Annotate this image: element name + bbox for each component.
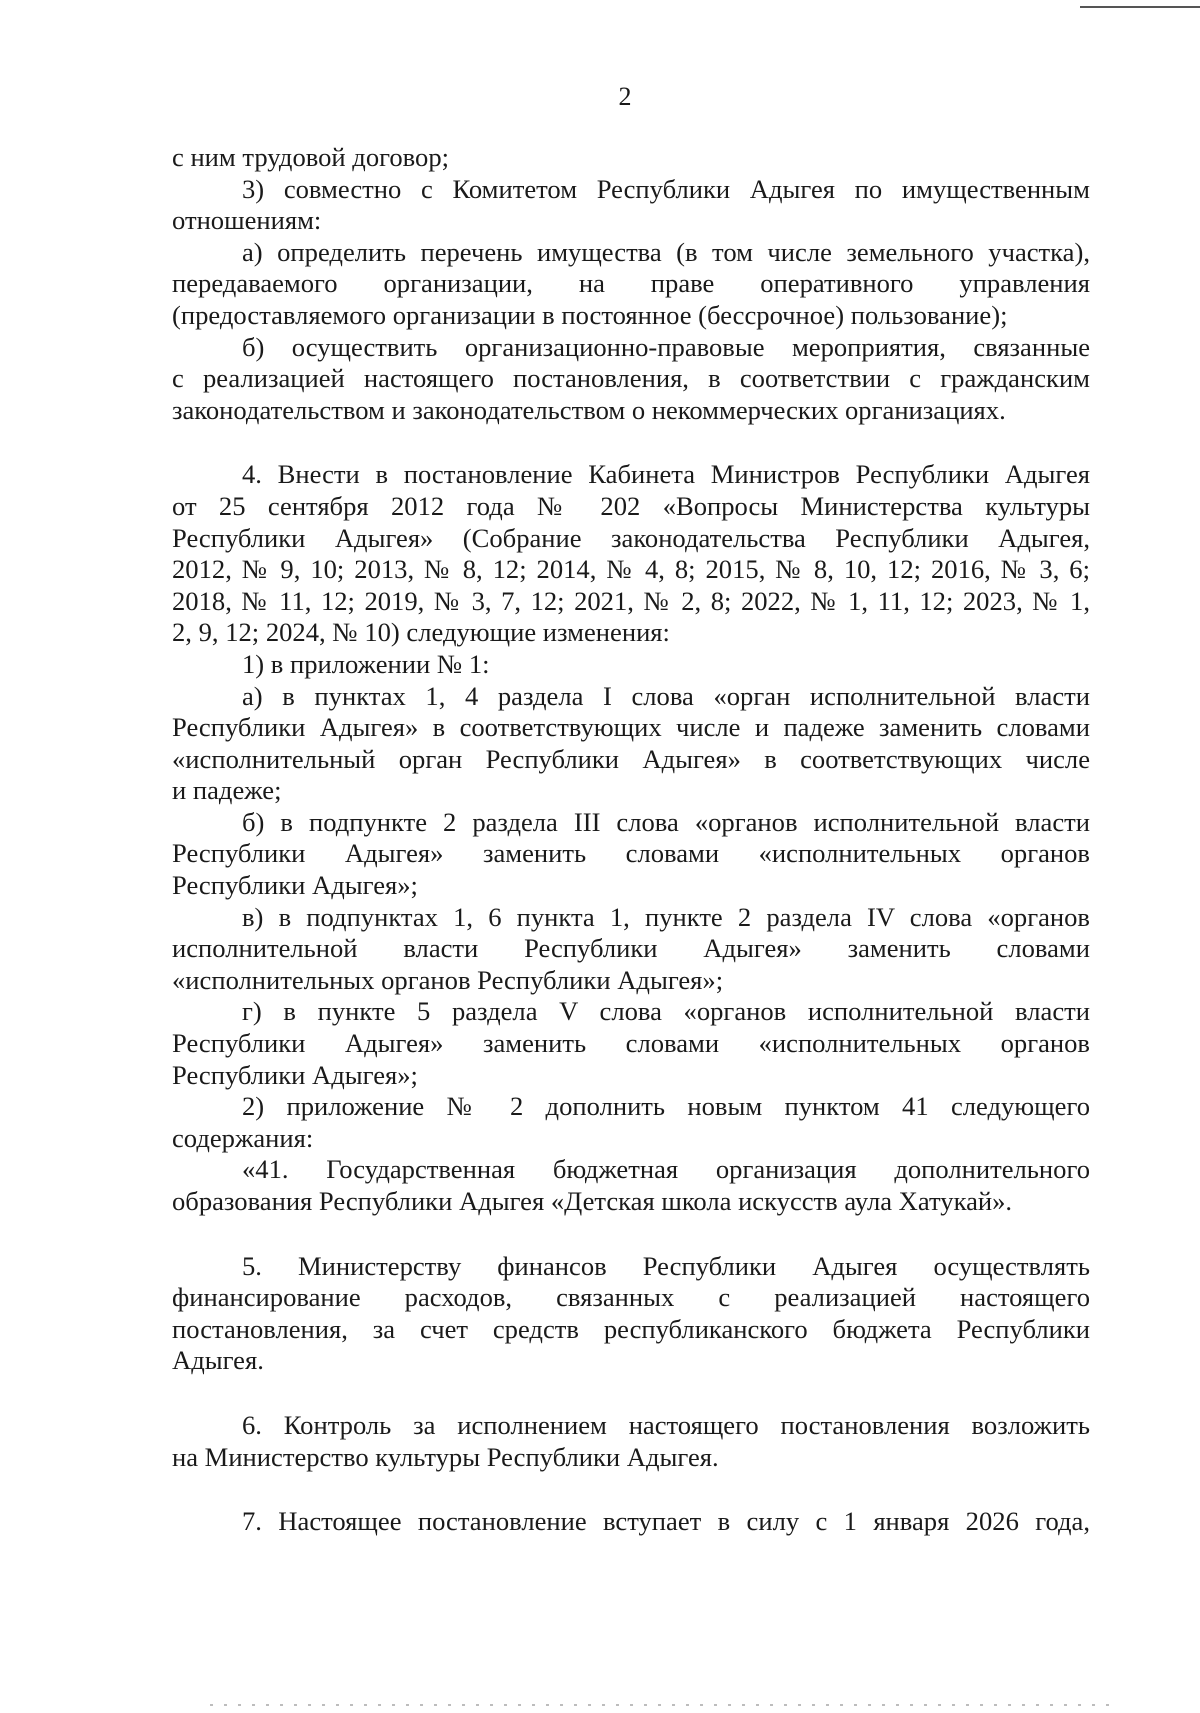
- text-line: (предоставляемого организации в постоянное (бессрочное) пользование);: [172, 299, 1008, 330]
- text-line: г) в пункте 5 раздела V слова «органов исполнительной власти: [242, 996, 1090, 1027]
- text-line: с реализацией настоящего постановления, в соответствии с гражданским: [172, 363, 1090, 394]
- document-body: [172, 142, 1090, 1538]
- text-line: 4. Внести в постановление Кабинета Министров Республики Адыгея: [242, 459, 1090, 490]
- text-line: содержания:: [172, 1122, 314, 1153]
- text-line: передаваемого организации, на праве оперативного управления: [172, 268, 1090, 299]
- text-line: Республики Адыгея» заменить словами «исполнительных органов: [172, 838, 1090, 869]
- text-line: с ним трудовой договор;: [172, 142, 450, 172]
- text-line: постановления, за счет средств республиканского бюджета Республики: [172, 1313, 1090, 1344]
- text-line: 2012, № 9, 10; 2013, № 8, 12; 2014, № 4, 8; 2015, № 8, 10, 12; 2016, № 3, 6;: [172, 554, 1090, 585]
- text-line: Республики Адыгея» (Собрание законодательства Республики Адыгея,: [172, 522, 1090, 553]
- text-line: 1) в приложении № 1:: [242, 648, 490, 679]
- scan-artifact-bottom: [210, 1704, 1110, 1706]
- text-line: 2) приложение № 2 дополнить новым пунктом 41 следующего: [242, 1091, 1090, 1122]
- text-line: 3) совместно с Комитетом Республики Адыгея по имущественным: [242, 173, 1090, 204]
- paragraph-gap: [172, 1473, 1090, 1506]
- text-line: а) в пунктах 1, 4 раздела I слова «орган исполнительной власти: [242, 680, 1090, 711]
- text-line: 5. Министерству финансов Республики Адыгея осуществлять: [242, 1250, 1090, 1281]
- text-line: от 25 сентября 2012 года № 202 «Вопросы Министерства культуры: [172, 490, 1090, 521]
- text-line: «41. Государственная бюджетная организация дополнительного: [242, 1154, 1090, 1185]
- text-line: Адыгея.: [172, 1345, 264, 1376]
- text-line: «исполнительных органов Республики Адыгея»;: [172, 964, 724, 995]
- text-line: б) осуществить организационно-правовые мероприятия, связанные: [242, 331, 1090, 362]
- text-line: 2, 9, 12; 2024, № 10) следующие изменения:: [172, 617, 670, 648]
- text-line: Республики Адыгея»;: [172, 1059, 418, 1090]
- text-line: в) в подпунктах 1, 6 пункта 1, пункте 2 раздела IV слова «органов: [242, 901, 1090, 932]
- text-line: отношениям:: [172, 205, 322, 236]
- text-line: 7. Настоящее постановление вступает в силу с 1 января 2026 года,: [242, 1506, 1090, 1537]
- text-line: б) в подпункте 2 раздела III слова «органов исполнительной власти: [242, 806, 1090, 837]
- page-number: 2: [618, 82, 632, 111]
- text-line: образования Республики Адыгея «Детская школа искусств аула Хатукай».: [172, 1186, 1013, 1216]
- text-line: и падеже;: [172, 775, 282, 806]
- text-line: 2018, № 11, 12; 2019, № 3, 7, 12; 2021, № 2, 8; 2022, № 1, 11, 12; 2023, № 1,: [172, 585, 1090, 616]
- text-line: на Министерство культуры Республики Адыгея.: [172, 1441, 719, 1472]
- text-line: финансирование расходов, связанных с реализацией настоящего: [172, 1282, 1090, 1313]
- scan-artifact-top: [1080, 6, 1200, 8]
- text-line: Республики Адыгея»;: [172, 870, 418, 901]
- paragraph-gap: [172, 1218, 1090, 1251]
- text-line: законодательством и законодательством о некоммерческих организациях.: [172, 394, 1006, 425]
- text-line: Республики Адыгея» в соответствующих числе и падеже заменить словами: [172, 712, 1090, 743]
- text-line: 6. Контроль за исполнением настоящего постановления возложить: [242, 1409, 1090, 1440]
- text-line: «исполнительный орган Республики Адыгея» в соответствующих числе: [172, 743, 1090, 774]
- text-line: Республики Адыгея» заменить словами «исполнительных органов: [172, 1028, 1090, 1059]
- text-line: исполнительной власти Республики Адыгея» заменить словами: [172, 933, 1090, 964]
- paragraph-gap: [172, 1377, 1090, 1410]
- text-line: а) определить перечень имущества (в том числе земельного участка),: [242, 236, 1090, 267]
- paragraph-gap: [172, 426, 1090, 459]
